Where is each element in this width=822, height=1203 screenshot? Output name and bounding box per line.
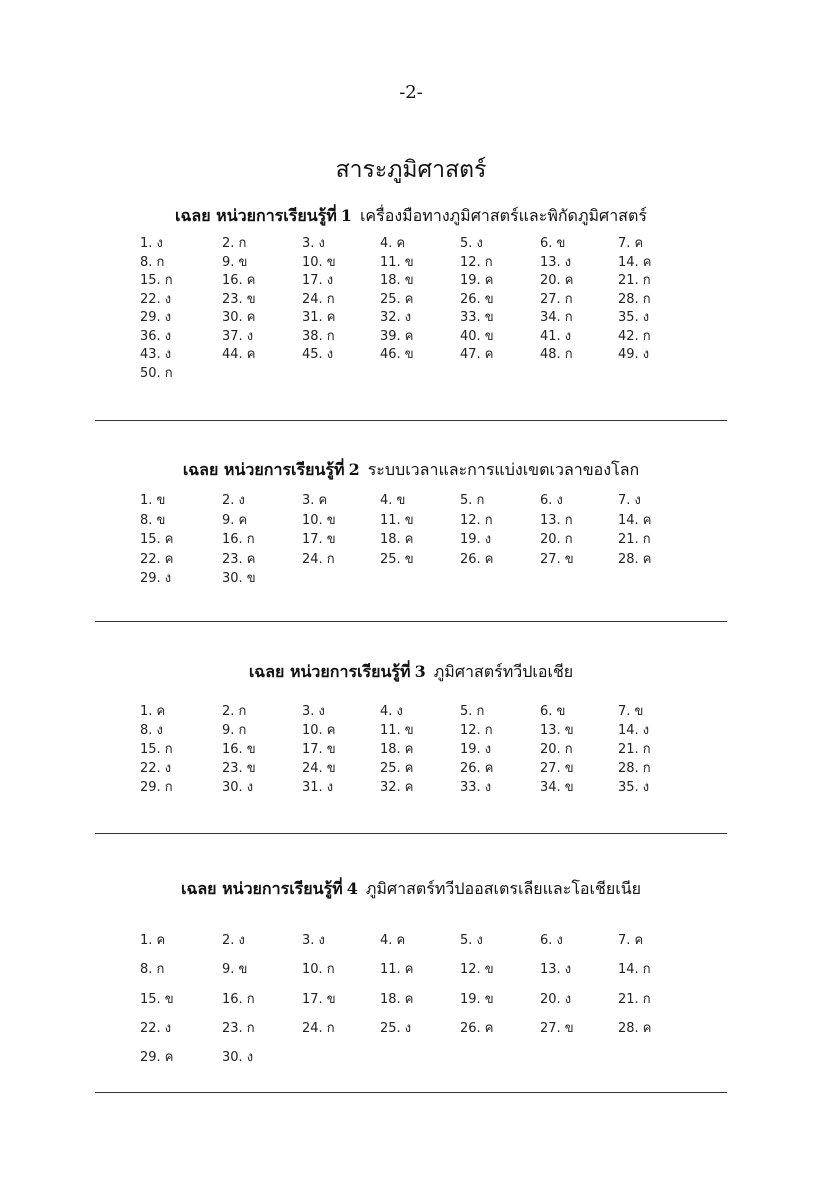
answer-item: 18. ค [380, 532, 414, 547]
answer-item: 34. ก [540, 310, 573, 325]
answer-item: 19. ง [460, 532, 492, 547]
divider [95, 833, 727, 834]
answer-item: 2. ง [222, 493, 245, 508]
answer-item: 28. ค [618, 551, 652, 567]
answer-item: 15. ก [140, 742, 173, 757]
answer-item: 40. ข [460, 328, 494, 344]
answer-item: 44. ค [222, 347, 256, 362]
answer-item: 23. ข [222, 291, 256, 307]
answer-item: 32. ค [380, 780, 414, 795]
answer-item: 26. ค [460, 761, 494, 776]
answer-item: 23. ค [222, 551, 256, 567]
answer-item: 3. ง [302, 704, 325, 719]
answer-item: 31. ค [302, 310, 336, 325]
answer-item: 3. ง [302, 236, 325, 251]
answer-item: 30. ค [222, 310, 256, 325]
unit-topic: ภูมิศาสตร์ทวีปออสเตรเลียและโอเชียเนีย [365, 879, 642, 898]
answer-item: 41. ง [540, 328, 572, 344]
answer-item: 15. ค [140, 532, 174, 547]
page-number: -2- [399, 82, 423, 103]
answer-item: 5. ง [460, 933, 483, 948]
answer-item: 36. ง [140, 328, 172, 344]
answer-item: 28. ค [618, 1020, 652, 1036]
answer-item: 10. ค [302, 723, 336, 738]
answer-item: 7. ค [618, 933, 644, 948]
answer-item: 17. ข [302, 742, 336, 757]
section-heading-3 [0, 660, 822, 685]
answer-item: 46. ข [380, 347, 414, 362]
answer-item: 12. ข [460, 962, 494, 978]
answer-item: 5. ก [460, 493, 485, 508]
answer-item: 17. ข [302, 532, 336, 547]
answer-item: 35. ง [618, 310, 650, 325]
divider [95, 1092, 727, 1093]
answer-item: 13. ข [540, 723, 574, 738]
answer-item: 7. ง [618, 493, 641, 508]
answer-item: 15. ก [140, 273, 173, 288]
answer-item: 35. ง [618, 780, 650, 795]
answer-item: 10. ข [302, 254, 336, 270]
answer-item: 24. ก [302, 551, 335, 567]
heading-prefix: เฉลย หน่วยการเรียนรู้ที่ [248, 662, 411, 681]
answer-item: 17. ข [302, 991, 336, 1007]
answer-item: 22. ง [140, 1020, 172, 1036]
answer-item: 8. ง [140, 723, 163, 738]
answer-item: 9. ค [222, 512, 248, 528]
answer-item: 6. ง [540, 933, 563, 948]
answer-item: 1. ค [140, 704, 166, 719]
answer-item: 14. ค [618, 512, 652, 528]
answer-item: 23. ข [222, 761, 256, 776]
answer-item: 50. ก [140, 365, 173, 381]
answer-item: 26. ค [460, 551, 494, 567]
answer-item: 37. ง [222, 328, 254, 344]
answer-item: 25. ง [380, 1020, 412, 1036]
answer-item: 2. ก [222, 236, 247, 251]
answer-item: 11. ข [380, 512, 414, 528]
answer-item: 3. ค [302, 493, 328, 508]
answer-item: 25. ข [380, 551, 414, 567]
section-heading-4 [0, 877, 822, 902]
answer-item: 31. ง [302, 780, 334, 795]
answer-item: 39. ค [380, 328, 414, 344]
answer-item: 48. ก [540, 347, 573, 362]
answer-item: 8. ก [140, 254, 165, 270]
answer-item: 33. ข [460, 310, 494, 325]
answer-item: 11. ข [380, 723, 414, 738]
answer-item: 29. ง [140, 571, 172, 586]
answer-item: 1. ข [140, 493, 166, 508]
answer-item: 14. ง [618, 723, 650, 738]
answer-item: 20. ก [540, 532, 573, 547]
answer-item: 27. ข [540, 761, 574, 776]
answer-item: 21. ก [618, 532, 651, 547]
answer-item: 12. ก [460, 512, 493, 528]
answer-item: 38. ก [302, 328, 335, 344]
answer-item: 28. ก [618, 291, 651, 307]
answer-item: 29. ง [140, 310, 172, 325]
answer-item: 17. ง [302, 273, 334, 288]
answer-item: 30. ข [222, 571, 256, 586]
page-title: สาระภูมิศาสตร์ [335, 157, 487, 183]
heading-prefix: เฉลย หน่วยการเรียนรู้ที่ [175, 206, 337, 225]
unit-number: 3 [414, 662, 426, 681]
answer-item: 45. ง [302, 347, 334, 362]
unit-number: 4 [346, 879, 358, 898]
answer-item: 2. ก [222, 704, 247, 719]
answer-item: 2. ง [222, 933, 245, 948]
heading-prefix: เฉลย หน่วยการเรียนรู้ที่ [182, 460, 345, 479]
unit-topic: เครื่องมือทางภูมิศาสตร์และพิกัดภูมิศาสตร์ [359, 206, 647, 225]
answer-item: 8. ก [140, 962, 165, 978]
answer-item: 16. ก [222, 991, 255, 1007]
answer-item: 34. ข [540, 780, 574, 795]
section-heading-1 [0, 204, 822, 229]
answer-item: 18. ข [380, 273, 414, 288]
answer-item: 3. ง [302, 933, 325, 948]
answer-item: 5. ง [460, 236, 483, 251]
answer-item: 16. ข [222, 742, 256, 757]
answer-item: 21. ก [618, 742, 651, 757]
answer-item: 16. ค [222, 273, 256, 288]
answer-item: 49. ง [618, 347, 650, 362]
answer-item: 25. ค [380, 291, 414, 307]
unit-number: 1 [340, 206, 352, 225]
answer-item: 22. ง [140, 291, 172, 307]
unit-topic: ภูมิศาสตร์ทวีปเอเชีย [433, 662, 574, 681]
answer-item: 12. ก [460, 254, 493, 270]
answer-item: 21. ก [618, 991, 651, 1007]
answer-item: 4. ค [380, 236, 406, 251]
answer-item: 4. ง [380, 704, 403, 719]
answer-item: 19. ค [460, 273, 494, 288]
answer-item: 10. ก [302, 962, 335, 978]
answer-item: 19. ข [460, 991, 494, 1007]
unit-topic: ระบบเวลาและการแบ่งเขตเวลาของโลก [367, 460, 640, 479]
answer-item: 7. ข [618, 704, 644, 719]
heading-prefix: เฉลย หน่วยการเรียนรู้ที่ [180, 879, 343, 898]
answer-item: 20. ก [540, 742, 573, 757]
answer-item: 30. ง [222, 780, 254, 795]
answer-item: 26. ข [460, 291, 494, 307]
answer-item: 20. ง [540, 991, 572, 1007]
answer-item: 42. ก [618, 328, 651, 344]
answer-item: 16. ก [222, 532, 255, 547]
answer-item: 25. ค [380, 761, 414, 776]
answer-item: 11. ค [380, 962, 414, 978]
answer-item: 14. ค [618, 254, 652, 270]
answer-item: 9. ข [222, 254, 248, 270]
answer-item: 6. ข [540, 704, 566, 719]
answer-item: 15. ข [140, 991, 174, 1007]
answer-item: 27. ก [540, 291, 573, 307]
answer-item: 24. ข [302, 761, 336, 776]
answer-item: 6. ง [540, 493, 563, 508]
answer-item: 5. ก [460, 704, 485, 719]
answer-item: 9. ข [222, 962, 248, 978]
answer-item: 26. ค [460, 1020, 494, 1036]
answer-item: 18. ค [380, 742, 414, 757]
answer-item: 7. ค [618, 236, 644, 251]
answer-item: 21. ก [618, 273, 651, 288]
answer-item: 12. ก [460, 723, 493, 738]
answer-item: 4. ค [380, 933, 406, 948]
answer-item: 22. ค [140, 551, 174, 567]
answer-item: 22. ง [140, 761, 172, 776]
answer-item: 1. ง [140, 236, 163, 251]
answer-item: 33. ง [460, 780, 492, 795]
answer-item: 11. ข [380, 254, 414, 270]
answer-item: 1. ค [140, 933, 166, 948]
section-heading-2 [0, 458, 822, 483]
answer-item: 23. ก [222, 1020, 255, 1036]
answer-item: 47. ค [460, 347, 494, 362]
answer-item: 24. ก [302, 1020, 335, 1036]
answer-item: 28. ก [618, 761, 651, 776]
answer-item: 19. ง [460, 742, 492, 757]
answer-item: 6. ข [540, 236, 566, 251]
answer-item: 8. ข [140, 512, 166, 528]
answer-item: 30. ง [222, 1050, 254, 1066]
answer-item: 29. ค [140, 1050, 174, 1066]
answer-item: 27. ข [540, 551, 574, 567]
answer-item: 14. ก [618, 962, 651, 978]
divider [95, 420, 727, 421]
answer-item: 10. ข [302, 512, 336, 528]
divider [95, 621, 727, 622]
answer-item: 43. ง [140, 347, 172, 362]
answer-item: 9. ก [222, 723, 247, 738]
answer-item: 29. ก [140, 780, 173, 795]
answer-item: 20. ค [540, 273, 574, 288]
answer-item: 32. ง [380, 310, 412, 325]
answer-item: 13. ง [540, 254, 572, 270]
answer-item: 27. ข [540, 1020, 574, 1036]
answer-item: 18. ค [380, 991, 414, 1007]
answer-item: 24. ก [302, 291, 335, 307]
answer-item: 4. ข [380, 493, 406, 508]
answer-item: 13. ง [540, 962, 572, 978]
answer-item: 13. ก [540, 512, 573, 528]
unit-number: 2 [348, 460, 360, 479]
